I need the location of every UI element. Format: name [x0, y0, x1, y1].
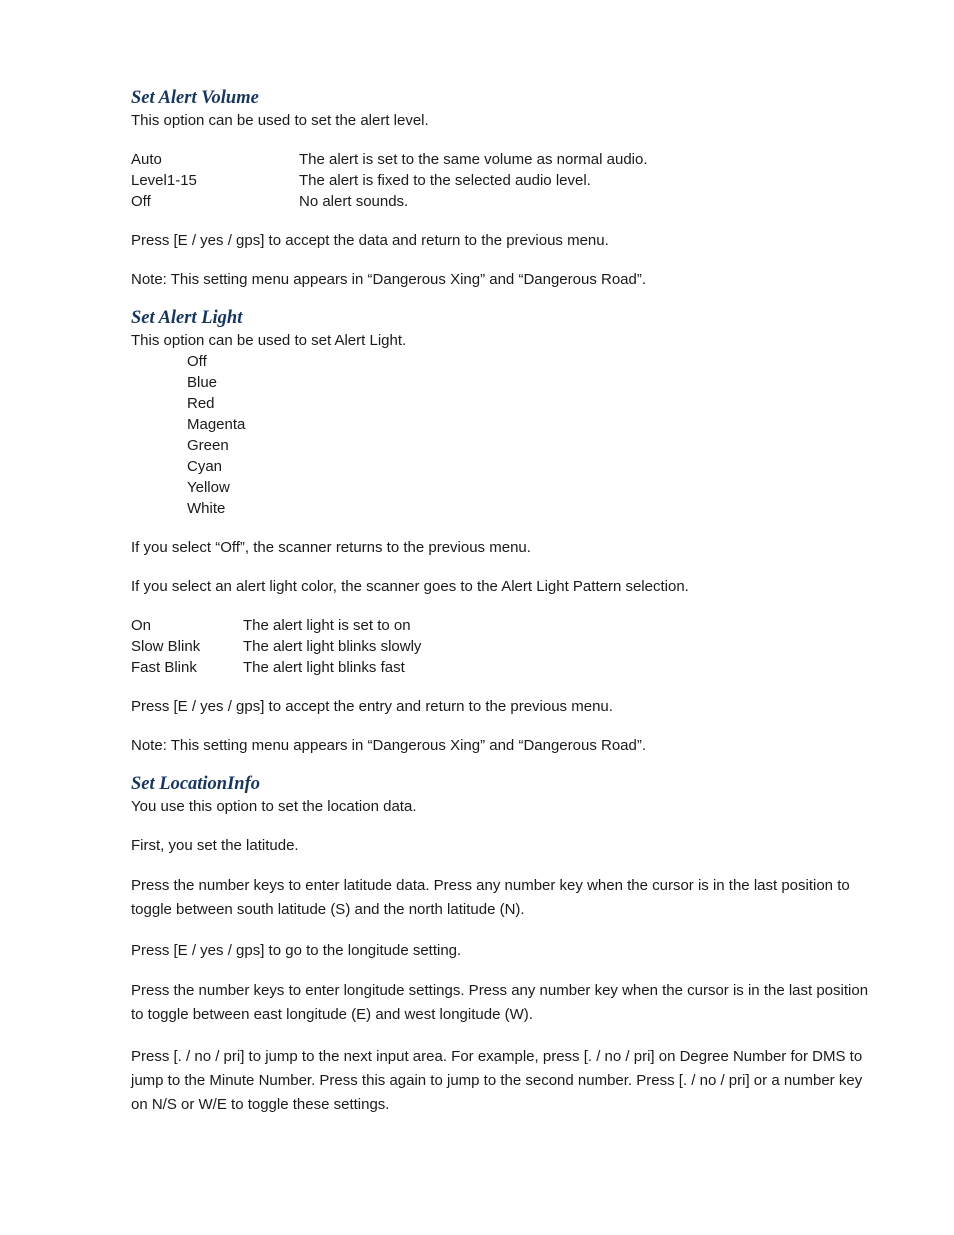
option-desc: No alert sounds.: [299, 193, 409, 210]
heading-set-alert-light: Set Alert Light: [131, 308, 243, 328]
option-desc: The alert is set to the same volume as normal audio.: [299, 151, 648, 168]
heading-set-alert-volume: Set Alert Volume: [131, 88, 259, 108]
option-key: Fast Blink: [131, 659, 197, 676]
list-item: Red: [187, 395, 215, 412]
paragraph: Press [. / no / pri] to jump to the next input area. For example, press [. / no / pri] on Degree Number for DMS to jump to the Minute Number. Press this again to jump to the second number. Press [. / no / pri] or a number key on N/S or W/E to toggle these settings.: [131, 1048, 863, 1113]
option-desc: The alert light blinks slowly: [243, 638, 422, 655]
option-row: [131, 191, 871, 212]
option-row: [131, 170, 871, 191]
color-selection-text: If you select an alert light color, the scanner goes to the Alert Light Pattern selection.: [131, 578, 689, 595]
paragraph: Press [E / yes / gps] to go to the longitude setting.: [131, 942, 462, 959]
volume-options: [131, 149, 871, 212]
list-item: Cyan: [187, 458, 223, 475]
option-key: On: [131, 617, 152, 634]
pattern-options: [131, 615, 871, 678]
option-desc: The alert is fixed to the selected audio level.: [299, 172, 591, 189]
paragraph: Press the number keys to enter longitude settings. Press any number key when the cursor is in the last position to toggle between east longitude (E) and west longitude (W).: [131, 982, 869, 1023]
option-row: [131, 615, 871, 636]
press-instruction: Press [E / yes / gps] to accept the entry and return to the previous menu.: [131, 698, 613, 715]
option-row: [131, 657, 871, 678]
option-key: Level1-15: [131, 172, 197, 189]
option-row: [131, 149, 871, 170]
paragraph: First, you set the latitude.: [131, 837, 299, 854]
document-page: [131, 86, 871, 1117]
intro-locationinfo: You use this option to set the location data.: [131, 798, 417, 815]
list-item: Magenta: [187, 416, 246, 433]
list-item: Green: [187, 437, 229, 454]
heading-set-locationinfo: Set LocationInfo: [131, 774, 260, 794]
list-item: Off: [187, 353, 207, 370]
list-item: Blue: [187, 374, 218, 391]
note: Note: This setting menu appears in “Dangerous Xing” and “Dangerous Road”.: [131, 737, 647, 754]
option-row: [131, 636, 871, 657]
off-selection-text: If you select “Off”, the scanner returns to the previous menu.: [131, 539, 531, 556]
note: Note: This setting menu appears in “Dangerous Xing” and “Dangerous Road”.: [131, 271, 647, 288]
intro-alert-light: This option can be used to set Alert Light.: [131, 332, 407, 349]
option-key: Slow Blink: [131, 638, 201, 655]
option-key: Off: [131, 193, 151, 210]
paragraph: Press the number keys to enter latitude data. Press any number key when the cursor is in the last position to toggle between south latitude (S) and the north latitude (N).: [131, 877, 850, 918]
press-instruction: Press [E / yes / gps] to accept the data and return to the previous menu.: [131, 232, 609, 249]
option-desc: The alert light blinks fast: [243, 659, 405, 676]
color-list: [131, 351, 871, 519]
option-key: Auto: [131, 151, 162, 168]
intro-alert-volume: This option can be used to set the alert level.: [131, 112, 429, 129]
option-desc: The alert light is set to on: [243, 617, 411, 634]
list-item: White: [187, 500, 226, 517]
list-item: Yellow: [187, 479, 230, 496]
